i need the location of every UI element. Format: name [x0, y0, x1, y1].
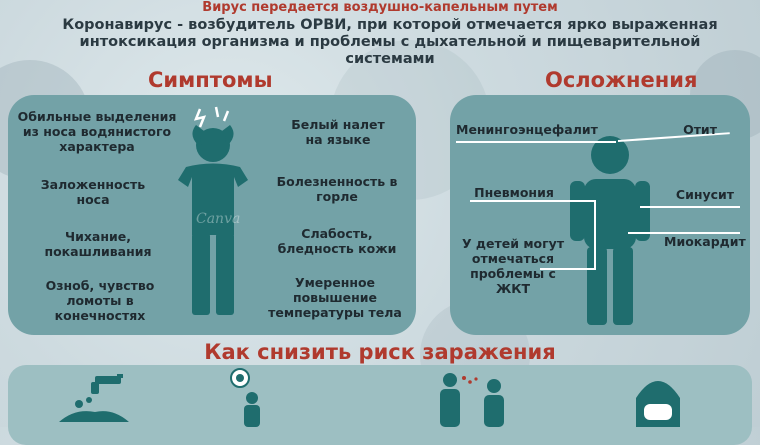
connector-line	[594, 200, 596, 268]
complication-myocarditis: Миокардит	[664, 234, 746, 249]
header-line-2: интоксикация организма и проблемы с дыхательной и пищеварительной системами	[79, 34, 701, 67]
complications-title: Осложнения	[545, 68, 698, 92]
symptom-left-2: Заложенность носа	[40, 177, 146, 207]
symptom-right-1: Белый налет на языке	[291, 117, 385, 147]
connector-line	[456, 141, 616, 143]
header-line-1: Коронавирус - возбудитель ОРВИ, при которой отмечается ярко выраженная	[62, 17, 718, 33]
symptoms-title: Симптомы	[148, 68, 273, 92]
mask-icon	[628, 368, 688, 427]
eye-touch-icon	[222, 368, 272, 427]
header-subtitle: Вирус передается воздушно-капельным путем	[202, 0, 558, 15]
symptom-right-2: Болезненность в горле	[276, 174, 398, 204]
canva-watermark: Canva	[196, 211, 241, 227]
complication-meningoencephalitis: Менингоэнцефалит	[456, 122, 598, 137]
complication-otitis: Отит	[683, 122, 717, 137]
prevention-title: Как снизить риск заражения	[204, 340, 556, 364]
complication-pneumonia: Пневмония	[474, 185, 554, 200]
symptom-left-1: Обильные выделения из носа водянистого характера	[17, 109, 177, 154]
header-text	[40, 17, 740, 68]
symptom-right-3: Слабость, бледность кожи	[277, 226, 397, 256]
symptom-left-4: Озноб, чувство ломоты в конечностях	[45, 278, 155, 323]
connector-line	[470, 200, 595, 202]
symptom-right-4: Умеренное повышение температуры тела	[268, 275, 402, 320]
connector-line	[640, 206, 740, 208]
sneezing-people-icon	[428, 370, 518, 427]
hand-washing-icon	[55, 372, 145, 427]
symptom-left-3: Чихание, покашливания	[44, 229, 152, 259]
complication-sinusitis: Синусит	[675, 187, 735, 202]
complication-children-gi: У детей могут отмечаться проблемы с ЖКТ	[461, 236, 565, 296]
